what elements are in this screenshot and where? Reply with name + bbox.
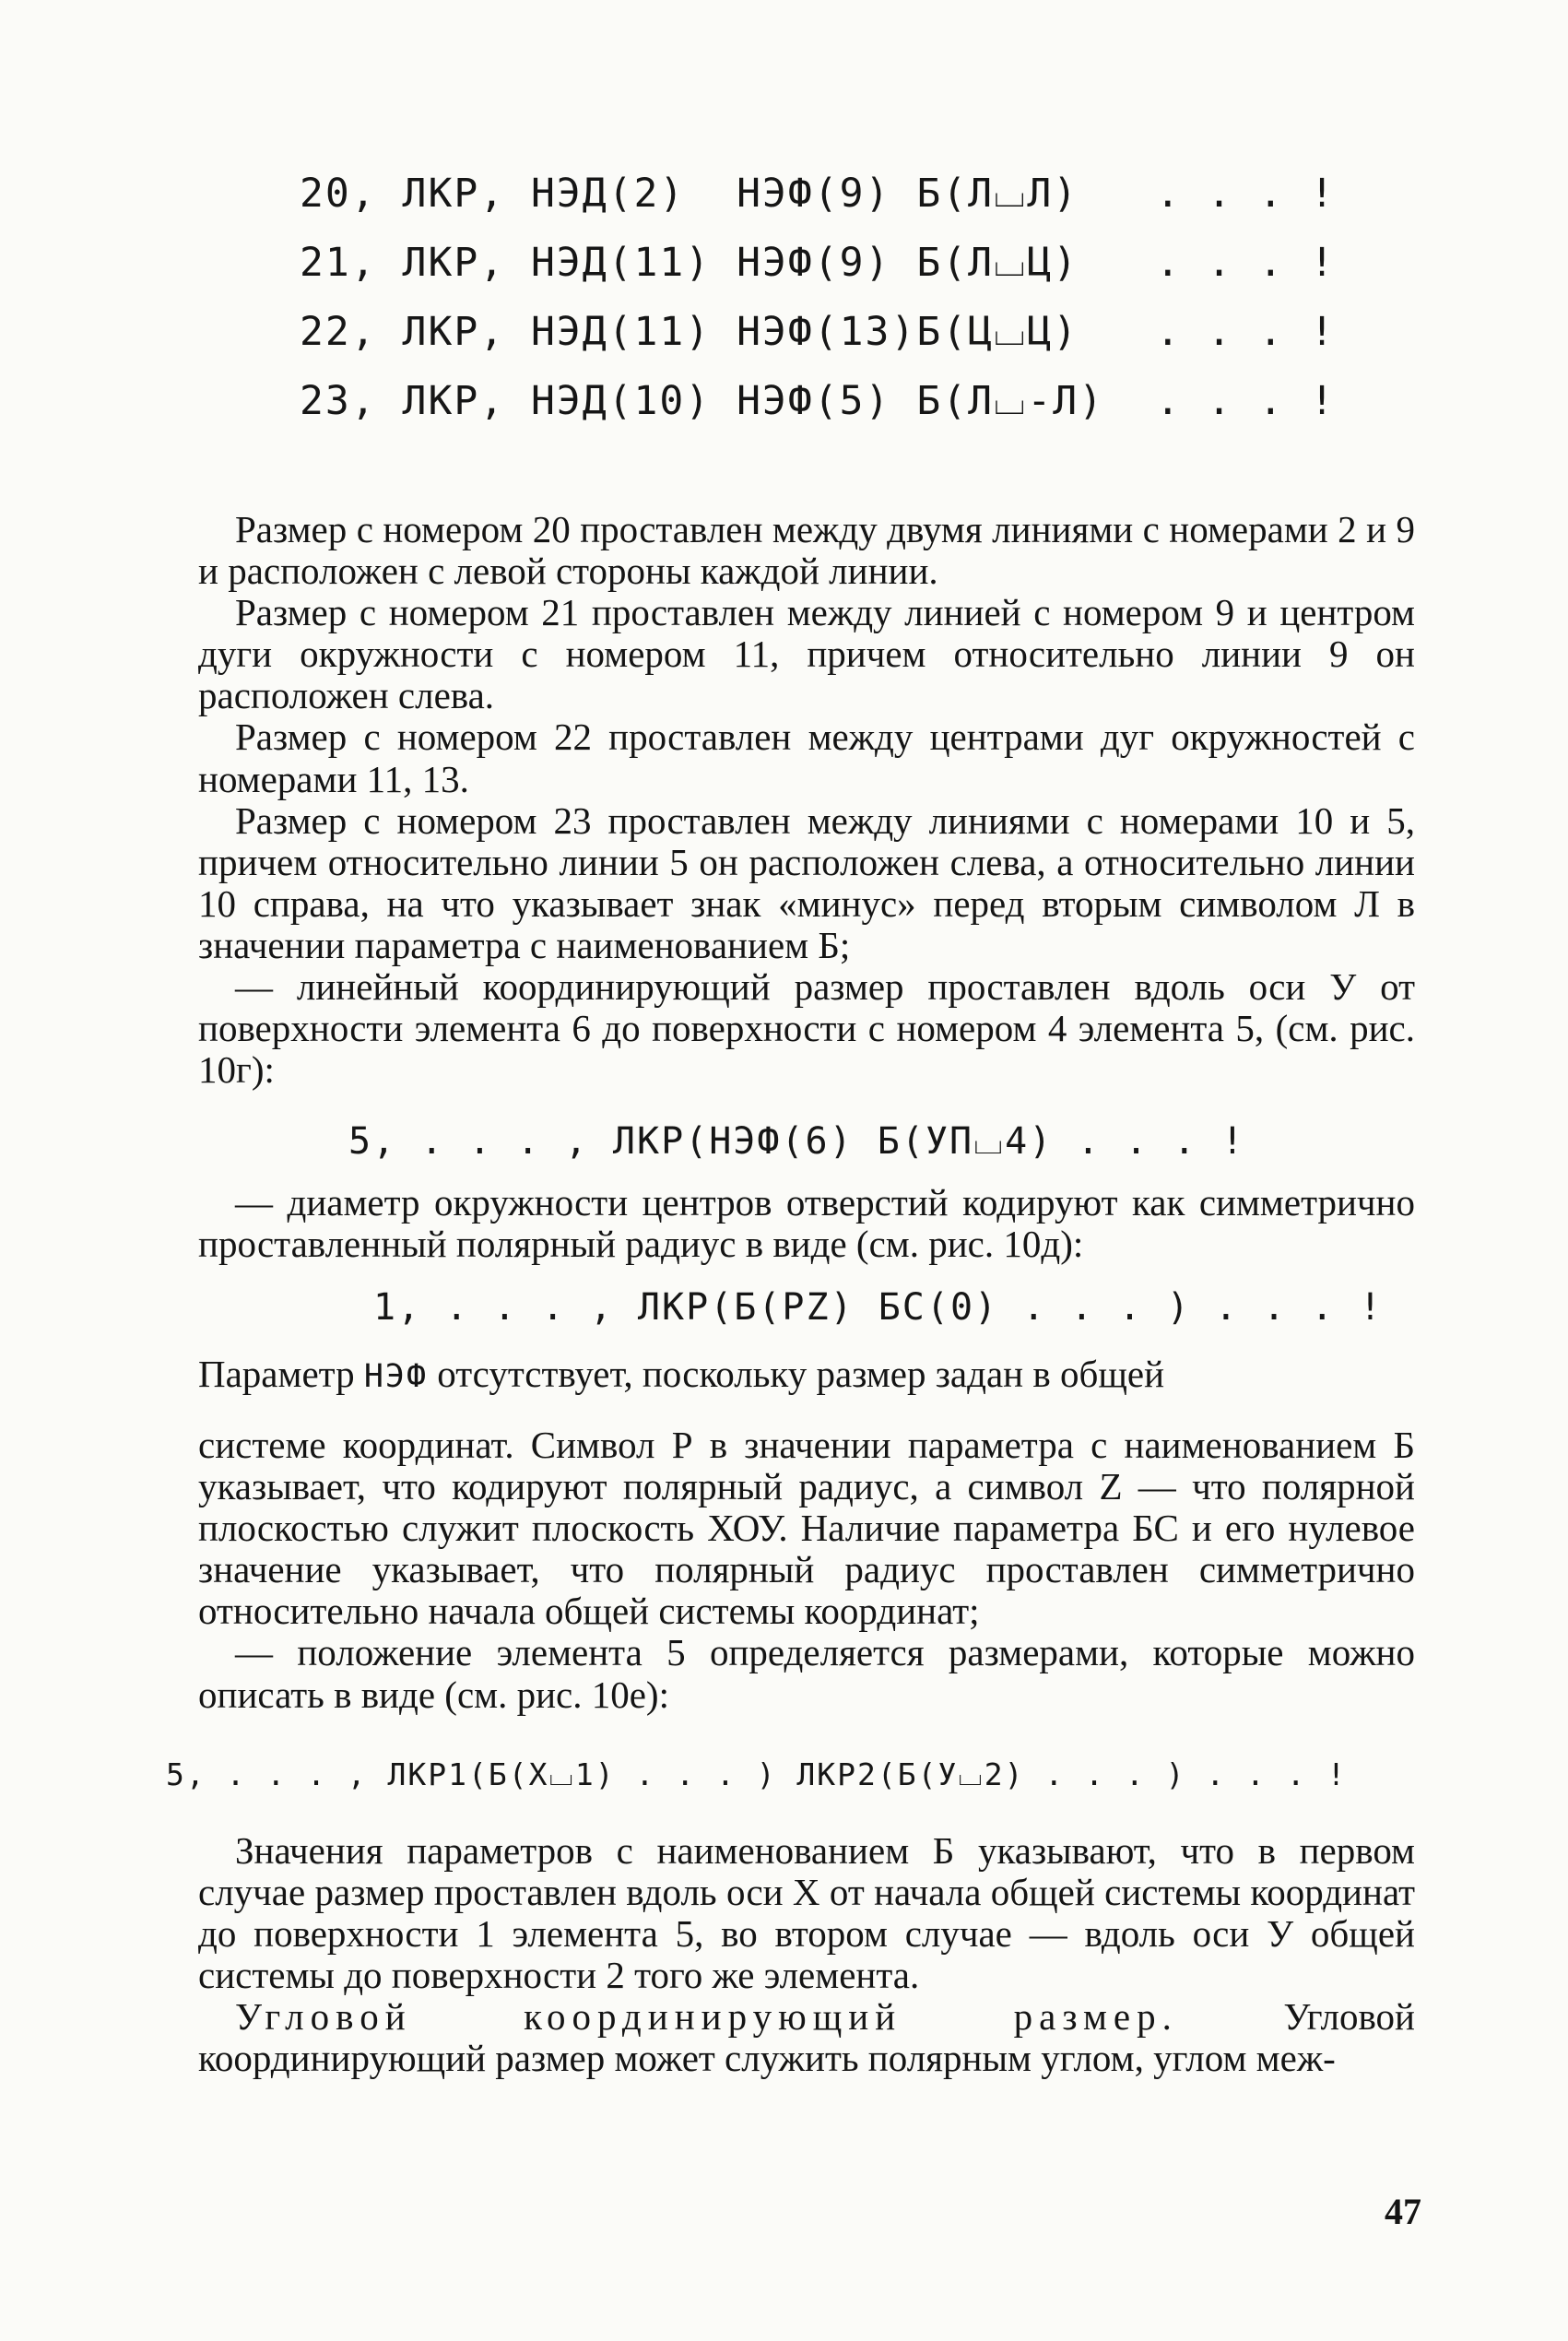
code-line-20: 20, ЛКР, НЭД(2) НЭФ(9) Б(Л⌴Л) . . . ! xyxy=(300,171,1337,217)
code-line-21: 21, ЛКР, НЭД(11) НЭФ(9) Б(Л⌴Ц) . . . ! xyxy=(300,240,1337,286)
section-term: Угловой координирующий размер. xyxy=(235,1995,1178,2039)
paragraph: Размер с номером 20 проставлен между двумя линиями с номерами 2 и 9 и расположен с левой стороны каждой линии. xyxy=(198,508,1415,593)
paragraph: Размер с номером 23 проставлен между линиями с номерами 10 и 5, причем относительно линии 5 он расположен слева, а относительно линии 10 справа, на что указывает знак «минус» перед вторым символом Л в значении параметра с наименованием Б; xyxy=(198,798,1415,966)
paragraph: Размер с номером 21 проставлен между линией с номером 9 и центром дуги окружности с номером 11, причем относительно линии 9 он расположен слева. xyxy=(198,591,1415,717)
text-block-3 xyxy=(198,1354,1415,1395)
text-block-4 xyxy=(198,1425,1415,1716)
paragraph: Размер с номером 22 проставлен между центрами дуг окружностей с номерами 11, 13. xyxy=(198,715,1415,800)
paragraph-with-code xyxy=(198,1354,1415,1395)
text-block-2 xyxy=(198,1182,1415,1265)
code-line-22: 22, ЛКР, НЭД(11) НЭФ(13)Б(Ц⌴Ц) . . . ! xyxy=(300,309,1337,355)
paragraph: — линейный координирующий размер проставлен вдоль оси У от поверхности элемента 6 до поверхности с номером 4 элемента 5, (см. рис. 10г): xyxy=(198,965,1415,1092)
paragraph: — диаметр окружности центров отверстий кодируют как симметрично проставленный полярный радиус в виде (см. рис. 10д): xyxy=(198,1181,1415,1266)
code-example-position: 5, . . . , ЛКР1(Б(Х⌴1) . . . ) ЛКР2(Б(У⌴2) . . . ) . . . ! xyxy=(166,1756,1348,1792)
paragraph xyxy=(198,1996,1415,2079)
paragraph-text: Угловой координирующий размер может служить полярным углом, углом меж- xyxy=(198,1995,1415,2080)
paragraph: системе координат. Символ Р в значении параметра с наименованием Б указывает, что кодируют полярный радиус, а символ Z — что полярной плоскостью служит плоскость ХОУ. Наличие параметра БС и его нулевое значение указывает, что полярный радиус проставлен симметрично относительно начала общей системы координат; xyxy=(198,1424,1415,1633)
paragraph-text: Параметр xyxy=(198,1353,364,1395)
page-number: 47 xyxy=(1385,2191,1421,2232)
code-listing xyxy=(300,171,1337,447)
code-line-23: 23, ЛКР, НЭД(10) НЭФ(5) Б(Л⌴-Л) . . . ! xyxy=(300,378,1337,424)
paragraph: Значения параметров с наименованием Б указывают, что в первом случае размер проставлен вдоль оси Х от начала общей системы координат до поверхности 1 элемента 5, во втором случае — вдоль оси У общей системы до поверхности 2 того же элемента. xyxy=(198,1829,1415,1997)
text-block-5 xyxy=(198,1830,1415,2080)
paragraph-text: отсутствует, поскольку размер задан в общей xyxy=(428,1353,1165,1395)
inline-code: НЭФ xyxy=(363,1358,429,1395)
code-example-polar: 1, . . . , ЛКР(Б(РZ) БС(0) . . . ) . . . ! xyxy=(373,1286,1384,1329)
code-example-ekr: 5, . . . , ЛКР(НЭФ(6) Б(УП⌴4) . . . ! xyxy=(348,1120,1245,1163)
text-block-1 xyxy=(198,509,1415,1091)
paragraph: — положение элемента 5 определяется размерами, которые можно описать в виде (см. рис. 10е): xyxy=(198,1631,1415,1716)
